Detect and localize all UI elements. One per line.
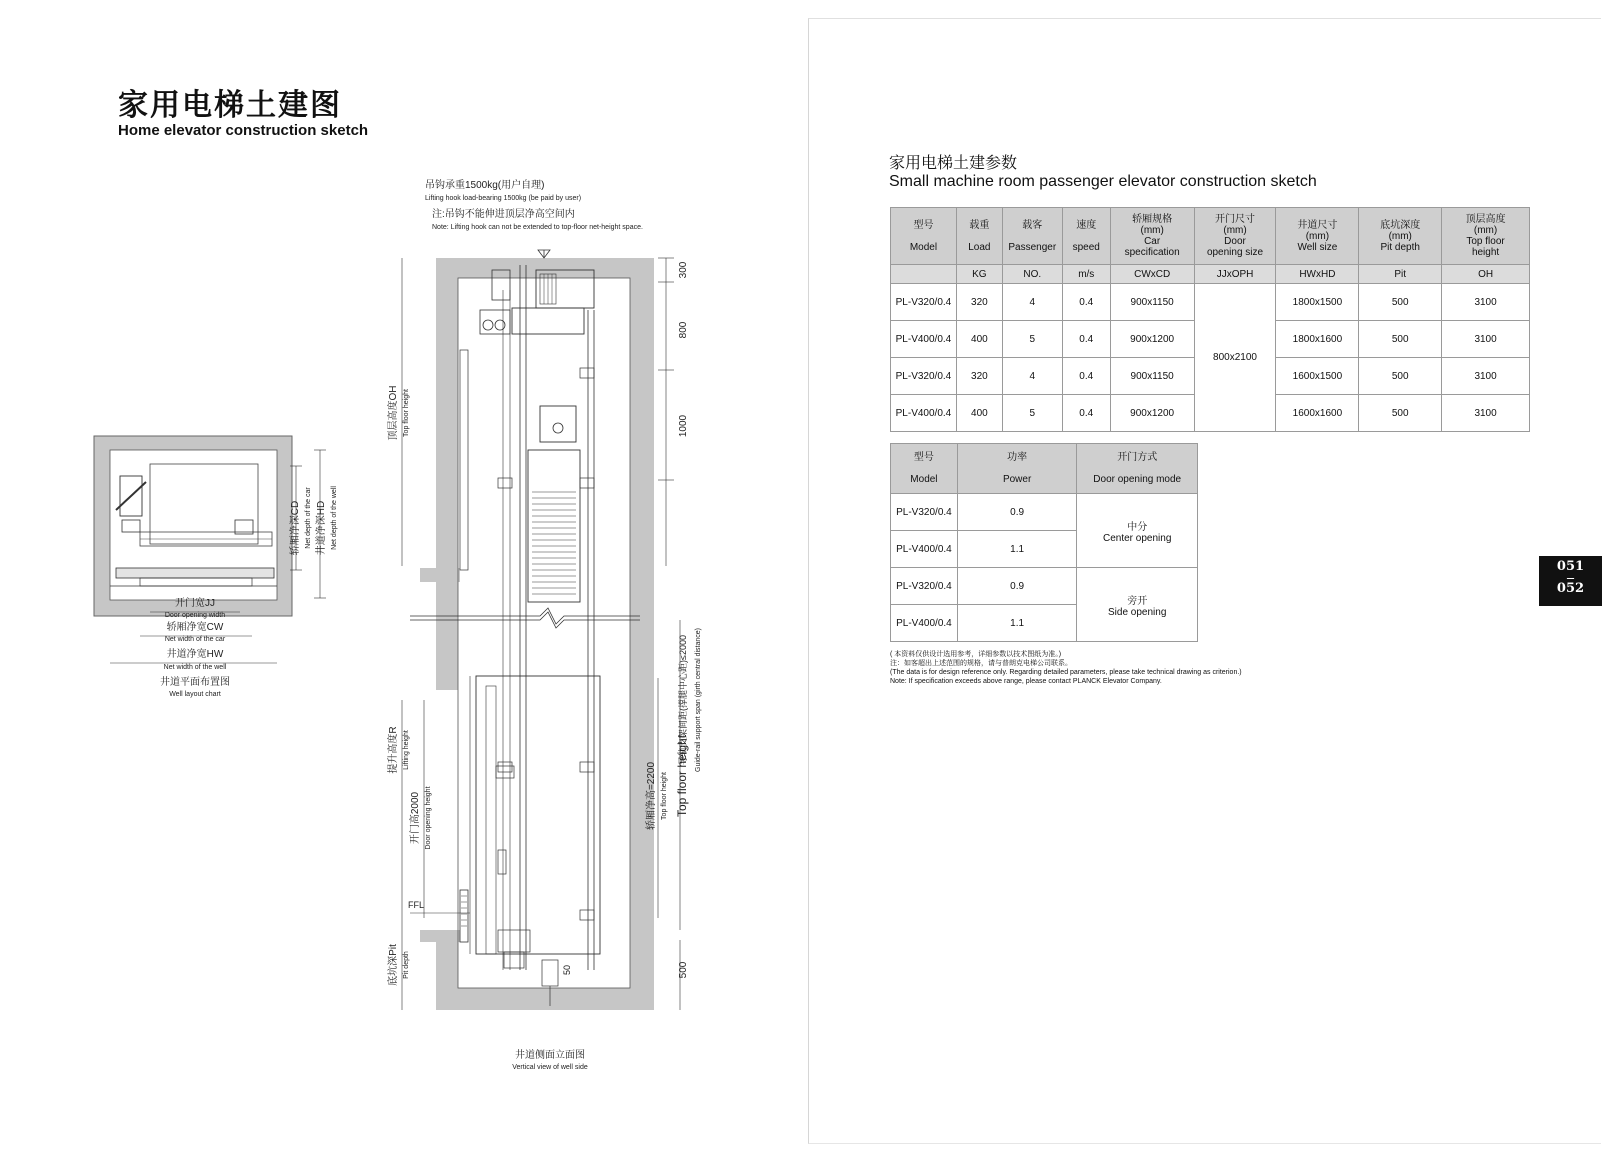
plan-caption-cn: 井道平面布置图 bbox=[160, 677, 230, 688]
hook-note-cn: 注:吊钩不能伸进顶层净高空间内 bbox=[432, 209, 575, 220]
page-title-en: Home elevator construction sketch bbox=[118, 122, 369, 139]
unit-cell: OH bbox=[1442, 265, 1530, 284]
car-depth-label-en: Net depth of the car bbox=[305, 487, 312, 549]
cell-model: PL-V320/0.4 bbox=[891, 284, 957, 321]
page-number-tab bbox=[1539, 556, 1602, 606]
params-header-row bbox=[891, 208, 1530, 265]
unit-cell: HWxHD bbox=[1276, 265, 1359, 284]
top-floor-label-en-small: Top floor height bbox=[661, 772, 668, 820]
dim-500: 500 bbox=[678, 961, 689, 979]
oh-label-en: Top floor height bbox=[403, 389, 410, 437]
well-width-label-en: Net width of the well bbox=[163, 664, 227, 671]
cell-oh: 3100 bbox=[1442, 284, 1530, 321]
note-line: (The data is for design reference only. Regarding detailed parameters, please take technical drawing as criterion.) bbox=[890, 669, 1242, 676]
hook-note-en: Note: Lifting hook can not be extended to top-floor net-height space. bbox=[432, 224, 643, 231]
table-row bbox=[891, 568, 1198, 605]
car-height-label-cn: 轿厢净高=2200 bbox=[646, 761, 657, 831]
header-oh: 顶层高度 (mm) Top floor height bbox=[1442, 208, 1530, 265]
table-notes bbox=[890, 650, 1242, 686]
car-width-label-cn: 轿厢净宽CW bbox=[166, 622, 224, 633]
section-caption-en: Vertical view of well side bbox=[512, 1064, 588, 1070]
table-row bbox=[891, 494, 1198, 531]
well-depth-label-cn: 井道净深HD bbox=[316, 500, 327, 556]
dim-800: 800 bbox=[678, 321, 689, 339]
cell-oh: 3100 bbox=[1442, 321, 1530, 358]
cell-passenger: 4 bbox=[1002, 284, 1062, 321]
header-door: 开门尺寸 (mm) Door opening size bbox=[1194, 208, 1276, 265]
guide-rail-label-en: Guide-rail support span (girth central distance) bbox=[695, 628, 702, 772]
cell-speed: 0.4 bbox=[1062, 321, 1110, 358]
note-line: Note: If specification exceeds above range, please contact PLANCK Elevator Company. bbox=[890, 678, 1162, 685]
cell-load: 400 bbox=[956, 395, 1002, 432]
cell-model: PL-V400/0.4 bbox=[891, 605, 958, 642]
note-line: 注：如客超出上述范围的规格，请与普朗克电梯公司联系。 bbox=[890, 660, 1072, 667]
page-title-cn: 家用电梯土建图 bbox=[118, 88, 342, 123]
cell-speed: 0.4 bbox=[1062, 395, 1110, 432]
cell-model: PL-V320/0.4 bbox=[891, 494, 958, 531]
cell-pit: 500 bbox=[1359, 358, 1442, 395]
power-table bbox=[890, 443, 1198, 642]
params-unit-row bbox=[891, 265, 1530, 284]
page-number-bottom: 052 bbox=[1556, 581, 1585, 596]
lifting-height-label-cn: 提升高度R bbox=[388, 726, 399, 774]
unit-cell bbox=[891, 265, 957, 284]
pit-label-en: Pit depth bbox=[403, 951, 410, 979]
unit-cell: JJxOPH bbox=[1194, 265, 1276, 284]
cell-model: PL-V320/0.4 bbox=[891, 568, 958, 605]
oh-label-cn: 顶层高度OH bbox=[388, 385, 399, 441]
hook-load-cn: 吊钩承重1500kg(用户自理) bbox=[425, 180, 545, 191]
page-number-top: 051 bbox=[1556, 559, 1585, 574]
header-well: 井道尺寸 (mm) Well size bbox=[1276, 208, 1359, 265]
cell-power: 0.9 bbox=[957, 568, 1077, 605]
cell-well: 1600x1600 bbox=[1276, 395, 1359, 432]
well-depth-label-en: Net depth of the well bbox=[331, 486, 338, 550]
cell-pit: 500 bbox=[1359, 284, 1442, 321]
hook-load-en: Lifting hook load-bearing 1500kg (be paid by user) bbox=[425, 195, 582, 202]
cell-power: 1.1 bbox=[957, 605, 1077, 642]
door-width-label-cn: 开门宽JJ bbox=[175, 598, 215, 609]
door-height-label-cn: 开门高2000 bbox=[410, 791, 421, 845]
header-power: 功率 Power bbox=[957, 444, 1077, 494]
unit-cell: NO. bbox=[1002, 265, 1062, 284]
cell-door-mode-center: 中分 Center opening bbox=[1077, 494, 1198, 568]
cell-load: 400 bbox=[956, 321, 1002, 358]
dim-50: 50 bbox=[562, 964, 572, 976]
cell-speed: 0.4 bbox=[1062, 284, 1110, 321]
plan-caption-en: Well layout chart bbox=[169, 691, 221, 698]
cell-well: 1800x1600 bbox=[1276, 321, 1359, 358]
page-number-divider: — bbox=[1566, 573, 1575, 583]
cell-door-size: 800x2100 bbox=[1194, 284, 1276, 432]
power-header-row bbox=[891, 444, 1198, 494]
table-row bbox=[891, 284, 1530, 321]
header-door-mode: 开门方式 Door opening mode bbox=[1077, 444, 1198, 494]
header-passenger: 载客 Passenger bbox=[1002, 208, 1062, 265]
cell-door-mode-side: 旁开 Side opening bbox=[1077, 568, 1198, 642]
params-title-cn: 家用电梯土建参数 bbox=[889, 155, 1018, 172]
cell-model: PL-V400/0.4 bbox=[891, 321, 957, 358]
cell-passenger: 5 bbox=[1002, 321, 1062, 358]
cell-speed: 0.4 bbox=[1062, 358, 1110, 395]
cell-car: 900x1150 bbox=[1110, 358, 1194, 395]
cell-well: 1800x1500 bbox=[1276, 284, 1359, 321]
cell-car: 900x1150 bbox=[1110, 284, 1194, 321]
unit-cell: Pit bbox=[1359, 265, 1442, 284]
cell-load: 320 bbox=[956, 358, 1002, 395]
header-model: 型号 Model bbox=[891, 444, 958, 494]
cell-car: 900x1200 bbox=[1110, 321, 1194, 358]
cell-model: PL-V320/0.4 bbox=[891, 358, 957, 395]
ffl-label: FFL bbox=[408, 900, 425, 910]
top-floor-label-en-large: Top floor height bbox=[675, 734, 689, 818]
well-layout-plan bbox=[80, 420, 380, 710]
cell-pit: 500 bbox=[1359, 395, 1442, 432]
dim-300: 300 bbox=[678, 261, 689, 279]
note-line: ( 本资料仅供设计选用参考，详细参数以技术图纸为准。) bbox=[890, 651, 1062, 658]
cell-load: 320 bbox=[956, 284, 1002, 321]
well-section-view bbox=[380, 170, 740, 1070]
cell-well: 1600x1500 bbox=[1276, 358, 1359, 395]
unit-cell: m/s bbox=[1062, 265, 1110, 284]
cell-passenger: 4 bbox=[1002, 358, 1062, 395]
dim-1000: 1000 bbox=[678, 414, 689, 438]
cell-power: 1.1 bbox=[957, 531, 1077, 568]
guide-rail-label-cn: 导轨支架间距(撑腿中心距)≤2000 bbox=[678, 635, 688, 765]
cell-passenger: 5 bbox=[1002, 395, 1062, 432]
cell-pit: 500 bbox=[1359, 321, 1442, 358]
header-speed: 速度 speed bbox=[1062, 208, 1110, 265]
cell-model: PL-V400/0.4 bbox=[891, 395, 957, 432]
well-width-label-cn: 井道净宽HW bbox=[166, 649, 224, 660]
cell-oh: 3100 bbox=[1442, 358, 1530, 395]
header-load: 载重 Load bbox=[956, 208, 1002, 265]
params-title-en: Small machine room passenger elevator construction sketch bbox=[889, 173, 1317, 190]
header-pit: 底坑深度 (mm) Pit depth bbox=[1359, 208, 1442, 265]
unit-cell: CWxCD bbox=[1110, 265, 1194, 284]
header-model: 型号 Model bbox=[891, 208, 957, 265]
car-width-label-en: Net width of the car bbox=[164, 636, 226, 643]
door-height-label-en: Door opening height bbox=[425, 786, 432, 850]
lifting-height-label-en: Lifting height bbox=[403, 730, 410, 770]
pit-label-cn: 底坑深Pit bbox=[388, 944, 399, 986]
cell-model: PL-V400/0.4 bbox=[891, 531, 958, 568]
cell-oh: 3100 bbox=[1442, 395, 1530, 432]
section-caption-cn: 井道侧面立面图 bbox=[515, 1050, 585, 1061]
params-table bbox=[890, 207, 1530, 432]
car-depth-label-cn: 轿厢净深CD bbox=[290, 500, 301, 556]
cell-car: 900x1200 bbox=[1110, 395, 1194, 432]
unit-cell: KG bbox=[956, 265, 1002, 284]
header-car: 轿厢规格 (mm) Car specification bbox=[1110, 208, 1194, 265]
cell-power: 0.9 bbox=[957, 494, 1077, 531]
door-width-label-en: Door opening width bbox=[164, 612, 226, 619]
